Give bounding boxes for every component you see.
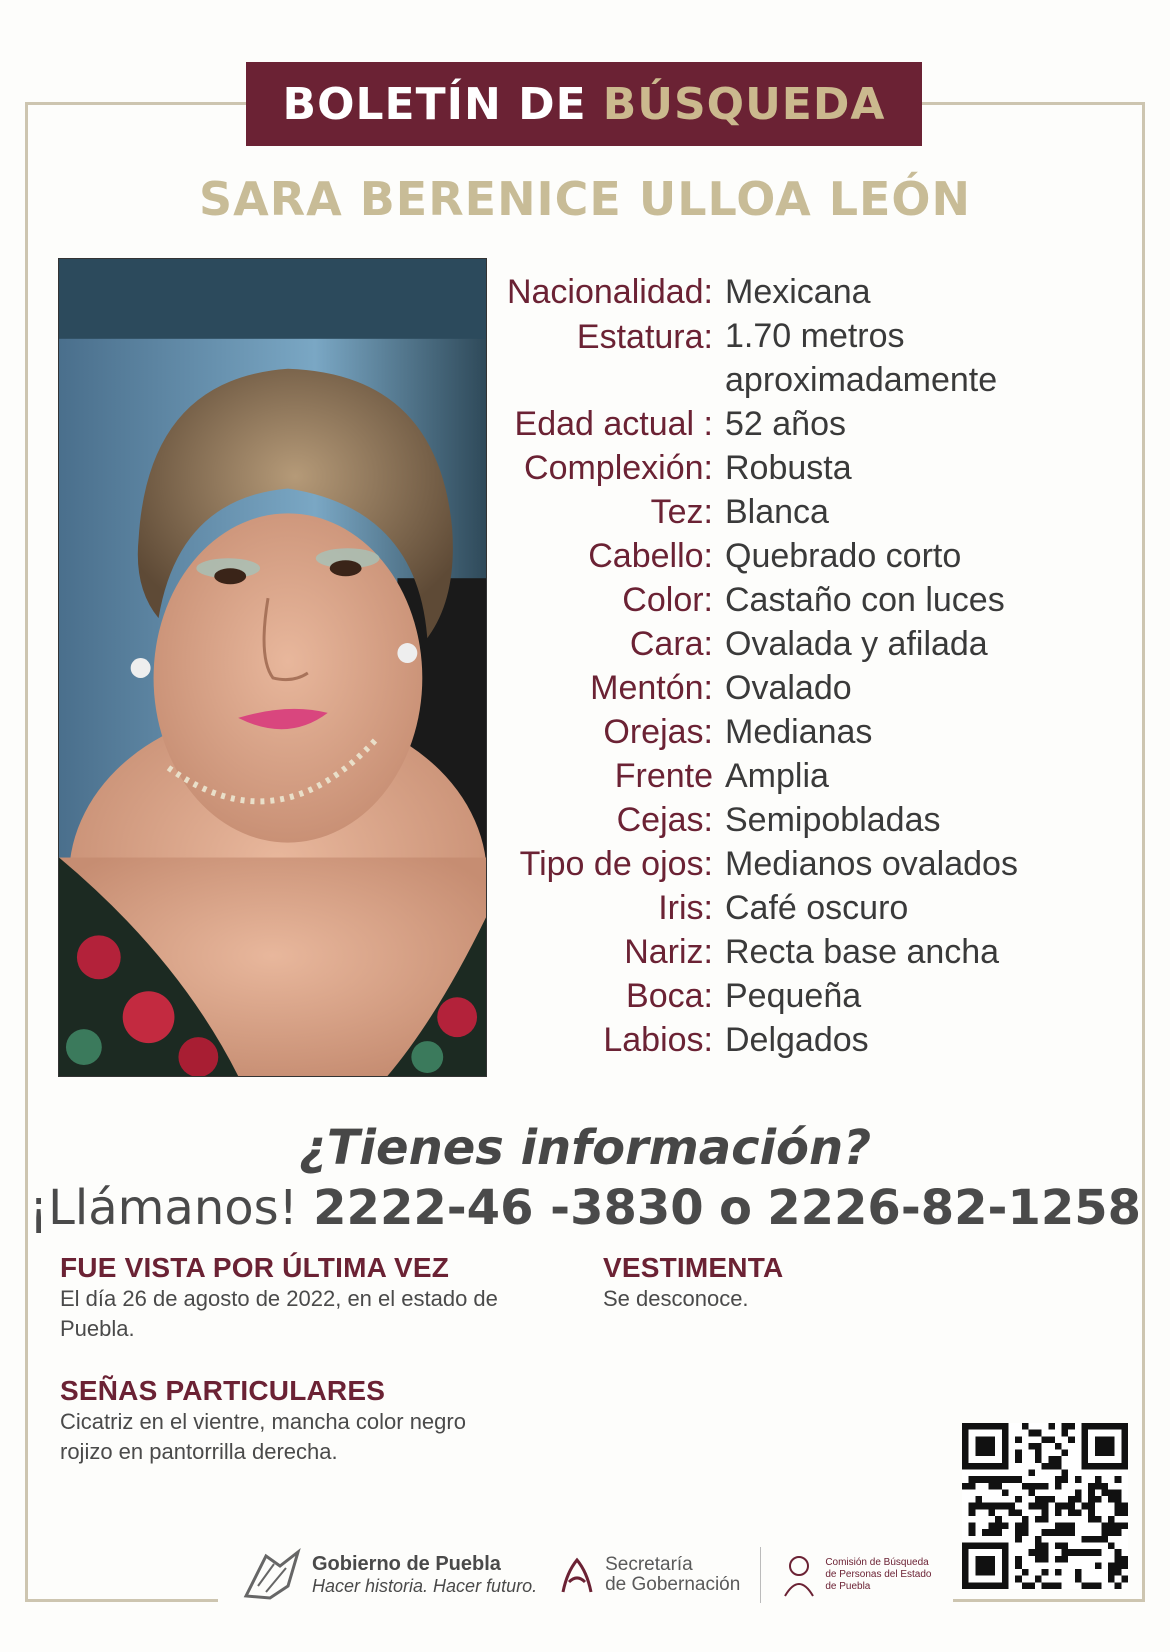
qr-module [1055,1463,1062,1470]
detail-label: Mentón: [590,668,713,707]
qr-module [1062,1523,1069,1530]
qr-module [1062,1423,1069,1430]
qr-module [1015,1529,1022,1536]
detail-value: Amplia [725,756,829,795]
gov-puebla-icon [240,1546,304,1604]
detail-label: Tez: [650,492,713,531]
qr-module [1028,1549,1035,1556]
detail-label: Iris: [658,888,713,927]
detail-value: Blanca [725,492,829,531]
qr-module [1055,1503,1062,1510]
comision-logo [781,1552,931,1598]
detail-value: Recta base ancha [725,932,1000,971]
detail-label: Color: [622,580,713,619]
qr-module [1048,1529,1055,1536]
qr-module [1082,1536,1089,1543]
detail-value: Ovalado [725,668,852,707]
qr-module [1108,1543,1115,1550]
detail-value: Medianas [725,712,873,751]
detail-value: Quebrado corto [725,536,962,575]
qr-module [1115,1549,1122,1556]
qr-module [1121,1556,1128,1563]
qr-module [989,1503,996,1510]
detail-value: Pequeña [725,976,862,1015]
qr-module [1095,1483,1102,1490]
qr-module [1055,1509,1062,1516]
last-seen-section [60,1252,530,1344]
qr-module [1075,1496,1082,1503]
qr-module [1042,1436,1049,1443]
qr-module [969,1483,976,1490]
footer-logos [240,1540,940,1610]
qr-module [1115,1569,1122,1576]
qr-module [995,1516,1002,1523]
qr-module [995,1523,1002,1530]
phone-number-2[interactable]: 2226-82-1258 [767,1180,1142,1236]
qr-module [1035,1543,1042,1550]
sec-line-1: Secretaría [605,1554,693,1575]
qr-module [1108,1489,1115,1496]
qr-module [1002,1523,1009,1530]
person-photo [58,258,487,1077]
qr-module [1075,1476,1082,1483]
gov-slogan: Hacer historia. Hacer futuro. [312,1576,538,1596]
qr-module [1068,1496,1075,1503]
qr-module [1082,1549,1089,1556]
detail-label: Boca: [626,976,713,1015]
qr-module [1101,1536,1108,1543]
qr-module [1002,1503,1009,1510]
detail-label: Nariz: [624,932,713,971]
qr-module [1008,1503,1015,1510]
detail-label: Tipo de ojos: [519,844,713,883]
qr-module [1035,1483,1042,1490]
qr-module [1115,1529,1122,1536]
detail-row [480,754,1080,798]
detail-row [480,578,1080,622]
detail-value: Delgados [725,1020,869,1059]
qr-module [1062,1450,1069,1457]
detail-label: Orejas: [603,712,713,751]
com-line-2: de Personas del Estado [825,1569,932,1580]
marks-heading: SEÑAS PARTICULARES [60,1375,386,1406]
qr-module [1115,1556,1122,1563]
qr-module [1088,1549,1095,1556]
detail-value: Robusta [725,448,852,487]
detail-label: Cara: [629,624,713,663]
detail-row [480,974,1080,1018]
qr-module [1088,1503,1095,1510]
qr-module [1108,1529,1115,1536]
detail-value: Ovalada y afilada [725,624,988,663]
qr-module [1055,1529,1062,1536]
qr-module [1062,1476,1069,1483]
qr-module [1022,1423,1029,1430]
last-seen-heading: FUE VISTA POR ÚLTIMA VEZ [60,1252,450,1283]
detail-row [480,886,1080,930]
clothing-text: Se desconoce. [603,1286,749,1311]
qr-module [1015,1450,1022,1457]
detail-row [480,402,1080,446]
marks-section [60,1375,480,1467]
qr-module [1075,1576,1082,1583]
detail-label: Frente [614,756,713,795]
qr-module [969,1509,976,1516]
sec-line-2: de Gobernación [605,1574,741,1595]
qr-module [1068,1436,1075,1443]
qr-module [1121,1509,1128,1516]
qr-module [1068,1423,1075,1430]
qr-module [1055,1582,1062,1589]
qr-module [1108,1576,1115,1583]
qr-module [1068,1509,1075,1516]
qr-module [1002,1489,1009,1496]
qr-module [1048,1496,1055,1503]
qr-module [1055,1476,1062,1483]
qr-module [1042,1582,1049,1589]
qr-module [995,1503,1002,1510]
qr-module [1062,1469,1069,1476]
qr-module [1088,1483,1095,1490]
detail-row [480,666,1080,710]
qr-module [1068,1549,1075,1556]
qr-module [1088,1489,1095,1496]
qr-module [1035,1450,1042,1457]
qr-module [1115,1562,1122,1569]
clothing-section [603,1252,1003,1314]
detail-value: Castaño con luces [725,580,1005,619]
qr-module [1101,1529,1108,1536]
qr-module [1095,1549,1102,1556]
details-list [480,270,1080,1062]
detail-row [480,930,1080,974]
qr-module [1055,1556,1062,1563]
qr-module [1115,1523,1122,1530]
qr-module [1095,1582,1102,1589]
qr-module [1028,1469,1035,1476]
qr-module [1088,1509,1095,1516]
qr-module [969,1476,976,1483]
title-part-2: BÚSQUEDA [602,78,886,130]
detail-row [480,622,1080,666]
detail-value: 1.70 metros aproximadamente [725,317,998,399]
qr-module [1015,1496,1022,1503]
qr-module [1042,1463,1049,1470]
cta-call-prefix: ¡Llámanos! [28,1180,298,1236]
qr-module [1015,1536,1022,1543]
qr-module [982,1476,989,1483]
qr-module [989,1509,996,1516]
qr-module [1048,1423,1055,1430]
qr-module [1115,1496,1122,1503]
qr-module [1015,1436,1022,1443]
phone-connector: o [718,1180,752,1236]
qr-module [1055,1443,1062,1450]
qr-module [1108,1516,1115,1523]
detail-value: Semipobladas [725,800,941,839]
qr-module [1101,1523,1108,1530]
detail-value: Mexicana [725,272,871,311]
qr-module [1121,1503,1128,1510]
qr-module [1115,1489,1122,1496]
marks-text: Cicatriz en el vientre, mancha color negro rojizo en pantorrilla derecha. [60,1409,466,1464]
qr-module [1048,1582,1055,1589]
footer-divider [760,1547,761,1603]
qr-module [1062,1549,1069,1556]
detail-row [480,710,1080,754]
qr-module [1075,1489,1082,1496]
qr-code[interactable] [962,1423,1128,1589]
qr-module [1035,1430,1042,1437]
qr-module [989,1523,996,1530]
qr-module [1015,1476,1022,1483]
qr-module [1048,1436,1055,1443]
qr-module [1015,1576,1022,1583]
gov-name: Gobierno de Puebla [312,1553,501,1575]
qr-module [995,1476,1002,1483]
last-seen-text: El día 26 de agosto de 2022, en el estado de Puebla. [60,1286,498,1341]
qr-module [1095,1516,1102,1523]
qr-module [1015,1562,1022,1569]
qr-module [1068,1523,1075,1530]
detail-row [480,270,1080,314]
qr-module [1121,1576,1128,1583]
detail-row [480,314,1080,402]
qr-module [1055,1543,1062,1550]
qr-module [1055,1456,1062,1463]
qr-module [1008,1476,1015,1483]
qr-module [1055,1523,1062,1530]
qr-module [1042,1483,1049,1490]
detail-value: Café oscuro [725,888,909,927]
comision-icon [781,1552,817,1598]
qr-module [1028,1582,1035,1589]
qr-module [1035,1549,1042,1556]
qr-module [1022,1483,1029,1490]
person-name: SARA BERENICE ULLOA LEÓN [198,172,972,226]
qr-module [995,1529,1002,1536]
qr-module [1101,1483,1108,1490]
detail-row [480,446,1080,490]
qr-module [1108,1523,1115,1530]
qr-module [1048,1456,1055,1463]
qr-module [1042,1503,1049,1510]
qr-module [989,1529,996,1536]
qr-module [1082,1582,1089,1589]
qr-module [1095,1536,1102,1543]
com-line-3: de Puebla [825,1581,871,1592]
title-banner [246,62,922,146]
title-part-1: BOLETÍN DE [282,78,587,130]
qr-module [1115,1476,1122,1483]
qr-module [1055,1483,1062,1490]
detail-row [480,490,1080,534]
qr-module [989,1483,996,1490]
qr-module [1015,1556,1022,1563]
qr-module [1055,1569,1062,1576]
qr-module [1082,1503,1089,1510]
qr-module [969,1523,976,1530]
qr-module [1108,1496,1115,1503]
qr-module [1062,1543,1069,1550]
qr-module [1121,1562,1128,1569]
com-line-1: Comisión de Búsqueda [825,1557,929,1568]
qr-module [1042,1556,1049,1563]
qr-module [969,1503,976,1510]
qr-module [1028,1503,1035,1510]
phone-number-1[interactable]: 2222-46 -3830 [313,1180,704,1236]
qr-module [975,1503,982,1510]
qr-module [1108,1562,1115,1569]
secretaria-icon [557,1552,597,1598]
qr-module [995,1483,1002,1490]
qr-module [1115,1582,1122,1589]
detail-label: Labios: [603,1020,713,1059]
qr-module [1035,1503,1042,1510]
qr-module [982,1529,989,1536]
qr-module [1068,1503,1075,1510]
qr-module [1042,1549,1049,1556]
qr-module [1022,1569,1029,1576]
qr-module [1042,1569,1049,1576]
qr-module [1015,1456,1022,1463]
qr-module [1035,1556,1042,1563]
qr-module [1035,1456,1042,1463]
qr-module [1088,1496,1095,1503]
detail-row [480,798,1080,842]
qr-module [1042,1496,1049,1503]
qr-module [1062,1529,1069,1536]
qr-module [1048,1463,1055,1470]
qr-module [1108,1569,1115,1576]
qr-module [1075,1569,1082,1576]
qr-module [1028,1430,1035,1437]
qr-module [1101,1489,1108,1496]
qr-module [1035,1516,1042,1523]
qr-module [1095,1496,1102,1503]
qr-module [1028,1489,1035,1496]
qr-module [1035,1536,1042,1543]
qr-module [1035,1576,1042,1583]
qr-module [1022,1516,1029,1523]
qr-module [1042,1509,1049,1516]
clothing-heading: VESTIMENTA [603,1252,784,1283]
qr-module [975,1496,982,1503]
qr-module [1042,1529,1049,1536]
qr-module [1095,1562,1102,1569]
qr-module [1075,1509,1082,1516]
qr-module [1022,1523,1029,1530]
qr-module [1035,1443,1042,1450]
qr-module [1035,1496,1042,1503]
qr-module [975,1476,982,1483]
qr-module [1028,1483,1035,1490]
detail-value: Medianos ovalados [725,844,1018,883]
qr-module [1015,1523,1022,1530]
detail-row [480,1018,1080,1062]
qr-module [962,1483,969,1490]
detail-value: 52 años [725,404,846,443]
qr-module [989,1476,996,1483]
qr-module [1028,1443,1035,1450]
detail-label: Nacionalidad: [506,272,713,311]
qr-module [1015,1509,1022,1516]
qr-module [1062,1430,1069,1437]
qr-module [1008,1509,1015,1516]
detail-row [480,842,1080,886]
qr-module [1088,1582,1095,1589]
detail-label: Edad actual : [514,404,713,443]
qr-module [1075,1549,1082,1556]
detail-label: Estatura: [576,318,713,356]
qr-module [1042,1516,1049,1523]
qr-module [1068,1529,1075,1536]
qr-module [1022,1582,1029,1589]
qr-module [1042,1543,1049,1550]
qr-module [1121,1523,1128,1530]
qr-module [969,1529,976,1536]
secretaria-logo [557,1552,740,1598]
qr-module [1062,1503,1069,1510]
detail-label: Complexión: [524,448,713,487]
qr-module [1088,1536,1095,1543]
cta-call-line [0,1180,1170,1236]
qr-module [1115,1503,1122,1510]
qr-module [1088,1516,1095,1523]
cta-question: ¿Tienes información? [298,1120,872,1176]
gov-puebla-logo [240,1546,537,1604]
qr-module [1002,1476,1009,1483]
detail-row [480,534,1080,578]
qr-module [1062,1556,1069,1563]
qr-module [1095,1476,1102,1483]
detail-label: Cabello: [588,536,713,575]
detail-label: Cejas: [616,800,713,839]
qr-module [1115,1509,1122,1516]
qr-module [1022,1529,1029,1536]
qr-module [982,1503,989,1510]
